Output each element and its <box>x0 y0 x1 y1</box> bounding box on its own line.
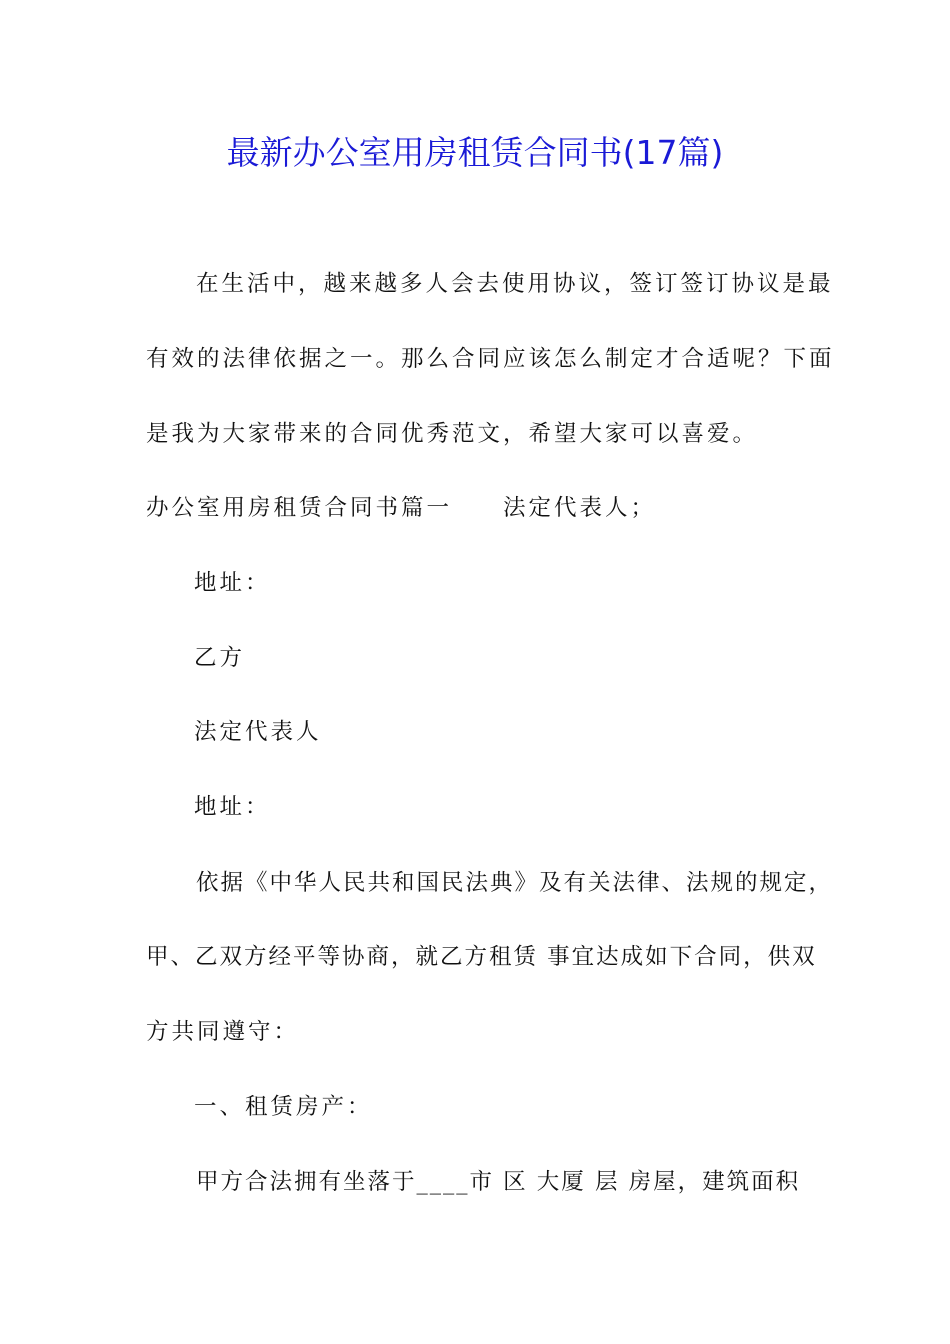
paragraph-line: 有效的法律依据之一。那么合同应该怎么制定才合适呢？下面 <box>146 346 835 372</box>
paragraph-line: 依据《中华人民共和国民法典》及有关法律、法规的规定， <box>196 870 834 896</box>
paragraph-line: 甲方合法拥有坐落于____市 区 大厦 层 房屋，建筑面积 <box>196 1169 801 1195</box>
paragraph-line: 地址： <box>194 794 271 820</box>
paragraph-line: 法定代表人 <box>194 719 322 745</box>
paragraph-line: 是我为大家带来的合同优秀范文，希望大家可以喜爱。 <box>146 421 759 447</box>
section-heading-line: 办公室用房租赁合同书篇一 法定代表人； <box>146 495 657 521</box>
paragraph-line: 在生活中，越来越多人会去使用协议，签订签订协议是最 <box>196 271 834 297</box>
paragraph-line: 方共同遵守： <box>146 1019 300 1045</box>
paragraph-line: 乙方 <box>194 645 246 671</box>
paragraph-line: 地址： <box>194 570 271 596</box>
document-title: 最新办公室用房租赁合同书(17篇) <box>226 133 724 172</box>
paragraph-line: 甲、乙双方经平等协商，就乙方租赁 事宜达成如下合同，供双 <box>146 944 817 970</box>
section-heading-line: 一、租赁房产： <box>194 1094 373 1120</box>
